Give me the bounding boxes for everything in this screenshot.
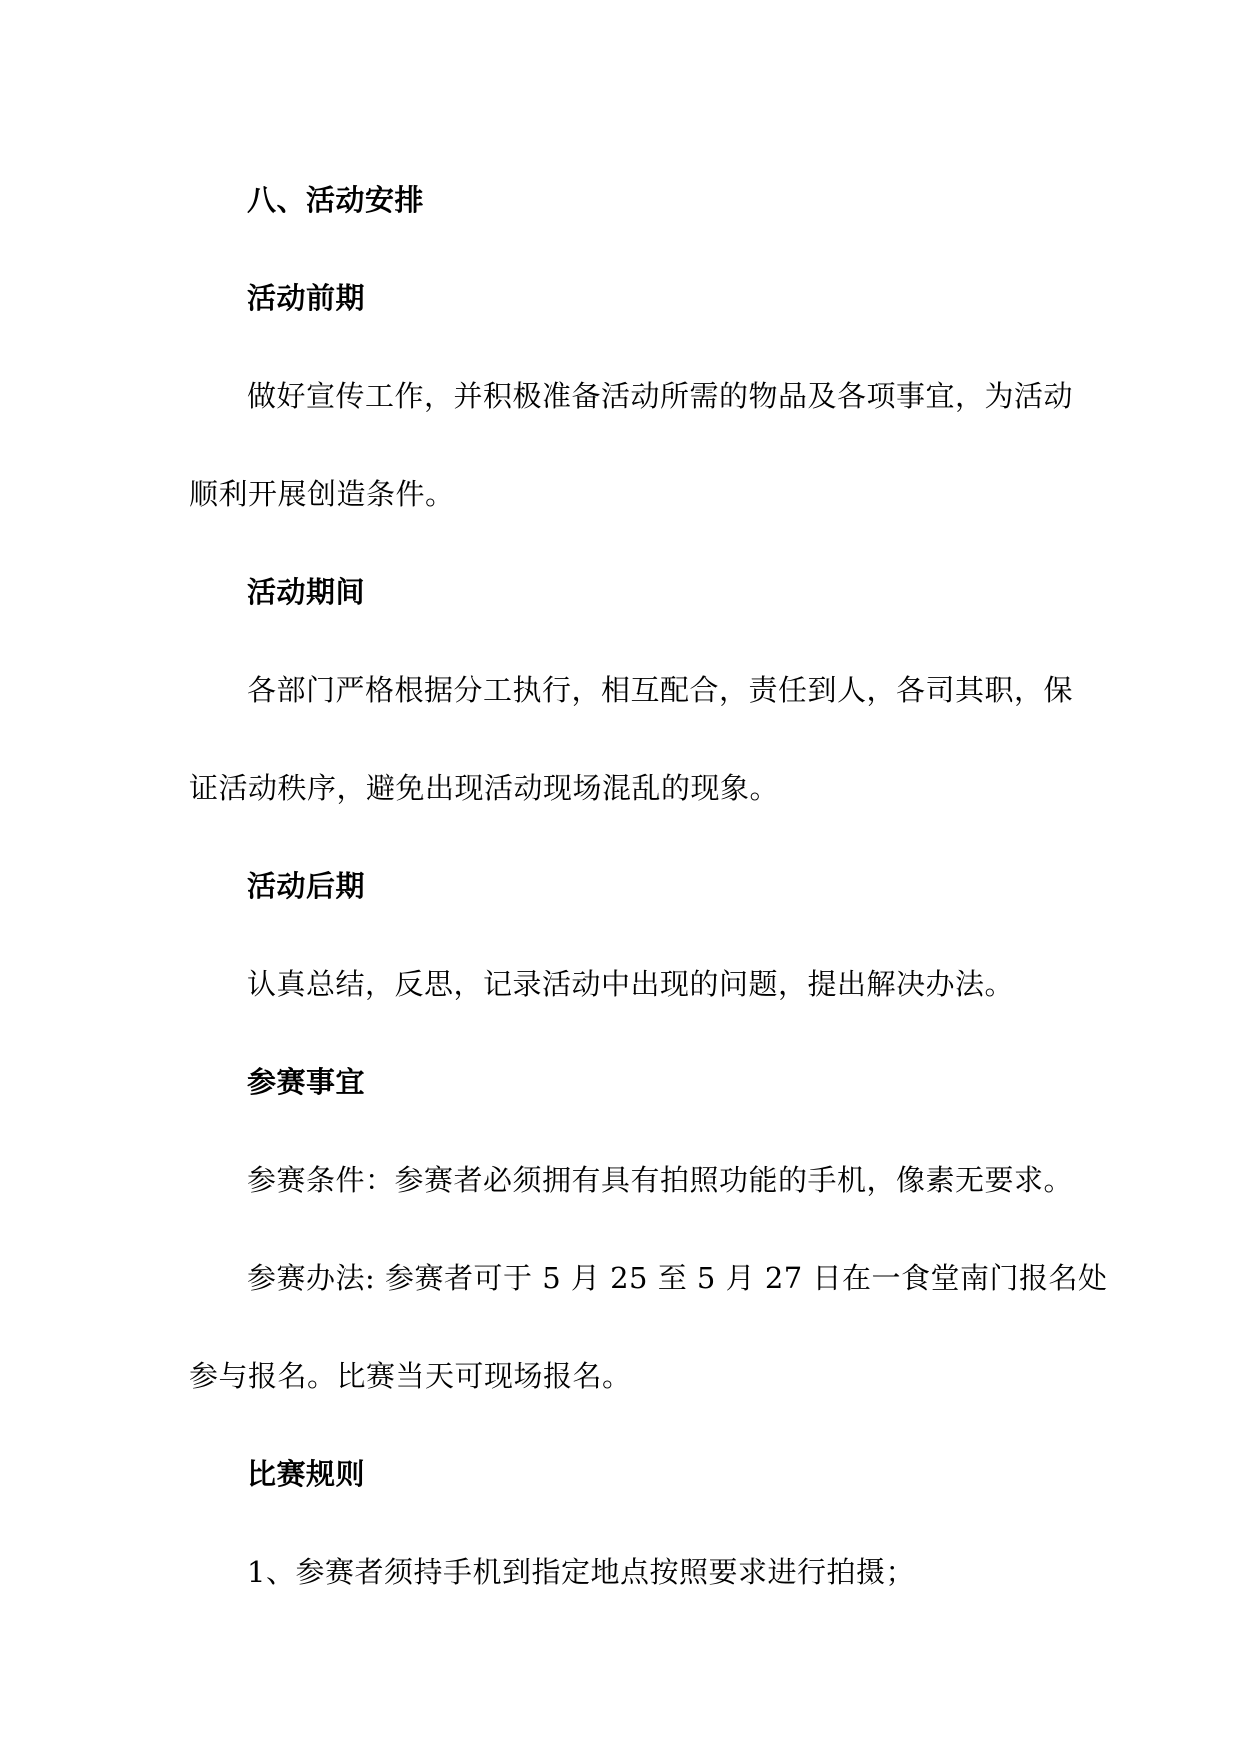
paragraph-during-line2: 证活动秩序，避免出现活动现场混乱的现象。 <box>189 771 780 805</box>
rules-item-1: 1、参赛者须持手机到指定地点按照要求进行拍摄； <box>247 1555 915 1589</box>
paragraph-early-line2: 顺利开展创造条件。 <box>189 477 455 511</box>
heading-late: 活动后期 <box>247 869 366 903</box>
heading-during: 活动期间 <box>247 575 366 609</box>
heading-rules: 比赛规则 <box>247 1457 366 1491</box>
heading-entry: 参赛事宜 <box>247 1065 366 1099</box>
paragraph-during-line1: 各部门严格根据分工执行，相互配合，责任到人，各司其职，保 <box>247 673 1074 707</box>
heading-early: 活动前期 <box>247 281 366 315</box>
paragraph-early-line1: 做好宣传工作，并积极准备活动所需的物品及各项事宜，为活动 <box>247 379 1074 413</box>
paragraph-late-line1: 认真总结，反思，记录活动中出现的问题，提出解决办法。 <box>247 967 1015 1001</box>
paragraph-entry-condition: 参赛条件：参赛者必须拥有具有拍照功能的手机，像素无要求。 <box>247 1163 1074 1197</box>
paragraph-entry-method-line1: 参赛办法: 参赛者可于 5 月 25 至 5 月 27 日在一食堂南门报名处 <box>247 1261 1108 1295</box>
section-title: 八、活动安排 <box>247 183 425 217</box>
paragraph-entry-method-line2: 参与报名。比赛当天可现场报名。 <box>189 1359 632 1393</box>
